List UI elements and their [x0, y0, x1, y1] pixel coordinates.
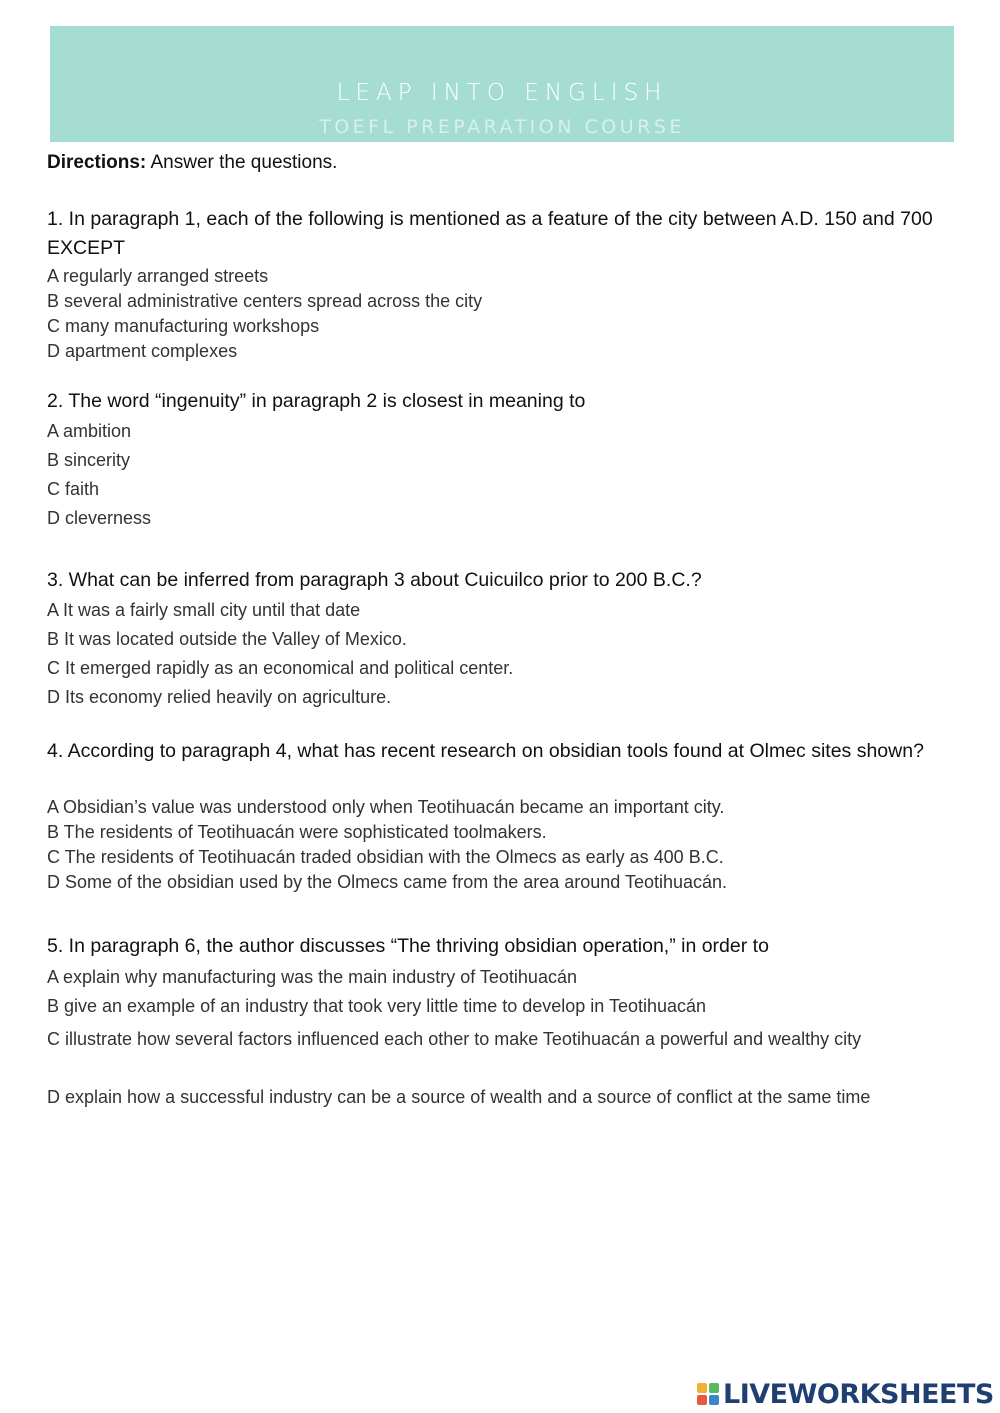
directions-label: Directions:: [47, 152, 147, 173]
logo-square: [697, 1395, 707, 1405]
question-1-option-a[interactable]: A regularly arranged streets: [47, 266, 269, 286]
question-1-option-d[interactable]: D apartment complexes: [47, 341, 238, 361]
question-3-option-d[interactable]: D Its economy relied heavily on agriculture.: [47, 687, 392, 707]
question-4-stem: 4. According to paragraph 4, what has recent research on obsidian tools found at Olmec sites shown?: [47, 740, 924, 762]
liveworksheets-logo: [697, 1376, 994, 1412]
question-2-option-c[interactable]: C faith: [47, 479, 100, 499]
question-4-option-a[interactable]: A Obsidian’s value was understood only when Teotihuacán became an important city.: [47, 797, 725, 817]
question-5-stem: 5. In paragraph 6, the author discusses “The thriving obsidian operation,” in order to: [47, 935, 769, 957]
question-2-option-a[interactable]: A ambition: [47, 421, 132, 441]
question-3-option-b[interactable]: B It was located outside the Valley of Mexico.: [47, 629, 407, 649]
question-1-stem: 1. In paragraph 1, each of the following is mentioned as a feature of the city between A.D. 150 and 700 EXCEPT: [47, 208, 933, 259]
directions: [47, 152, 337, 174]
question-1-option-c[interactable]: C many manufacturing workshops: [47, 316, 320, 336]
course-title: LEAP INTO ENGLISH: [336, 80, 668, 106]
logo-mark-icon: [697, 1383, 719, 1405]
question-5-option-d[interactable]: D explain how a successful industry can be a source of wealth and a source of conflict at the same time: [47, 1087, 871, 1107]
question-2-option-b[interactable]: B sincerity: [47, 450, 131, 470]
question-2-option-d[interactable]: D cleverness: [47, 508, 152, 528]
course-subtitle: TOEFL PREPARATION COURSE: [319, 116, 685, 138]
question-1-option-b[interactable]: B several administrative centers spread across the city: [47, 291, 483, 311]
question-5-option-a[interactable]: A explain why manufacturing was the main industry of Teotihuacán: [47, 967, 577, 987]
question-4-option-d[interactable]: D Some of the obsidian used by the Olmecs came from the area around Teotihuacán.: [47, 872, 728, 892]
question-4-option-b[interactable]: B The residents of Teotihuacán were sophisticated toolmakers.: [47, 822, 547, 842]
directions-text: Answer the questions.: [146, 152, 338, 173]
logo-text: LIVEWORKSHEETS: [723, 1378, 994, 1410]
logo-square: [697, 1383, 707, 1393]
logo-square: [709, 1383, 719, 1393]
question-5-option-b[interactable]: B give an example of an industry that took very little time to develop in Teotihuacán: [47, 996, 707, 1016]
question-3-option-c[interactable]: C It emerged rapidly as an economical and political center.: [47, 658, 514, 678]
logo-square: [709, 1395, 719, 1405]
question-2-stem: 2. The word “ingenuity” in paragraph 2 is closest in meaning to: [47, 390, 586, 412]
header-banner: [50, 26, 954, 142]
question-4-option-c[interactable]: C The residents of Teotihuacán traded obsidian with the Olmecs as early as 400 B.C.: [47, 847, 724, 867]
question-3-stem: 3. What can be inferred from paragraph 3 about Cuicuilco prior to 200 B.C.?: [47, 569, 702, 591]
question-5-option-c[interactable]: C illustrate how several factors influenced each other to make Teotihuacán a powerful and wealthy city: [47, 1029, 862, 1049]
question-3-option-a[interactable]: A It was a fairly small city until that date: [47, 600, 361, 620]
